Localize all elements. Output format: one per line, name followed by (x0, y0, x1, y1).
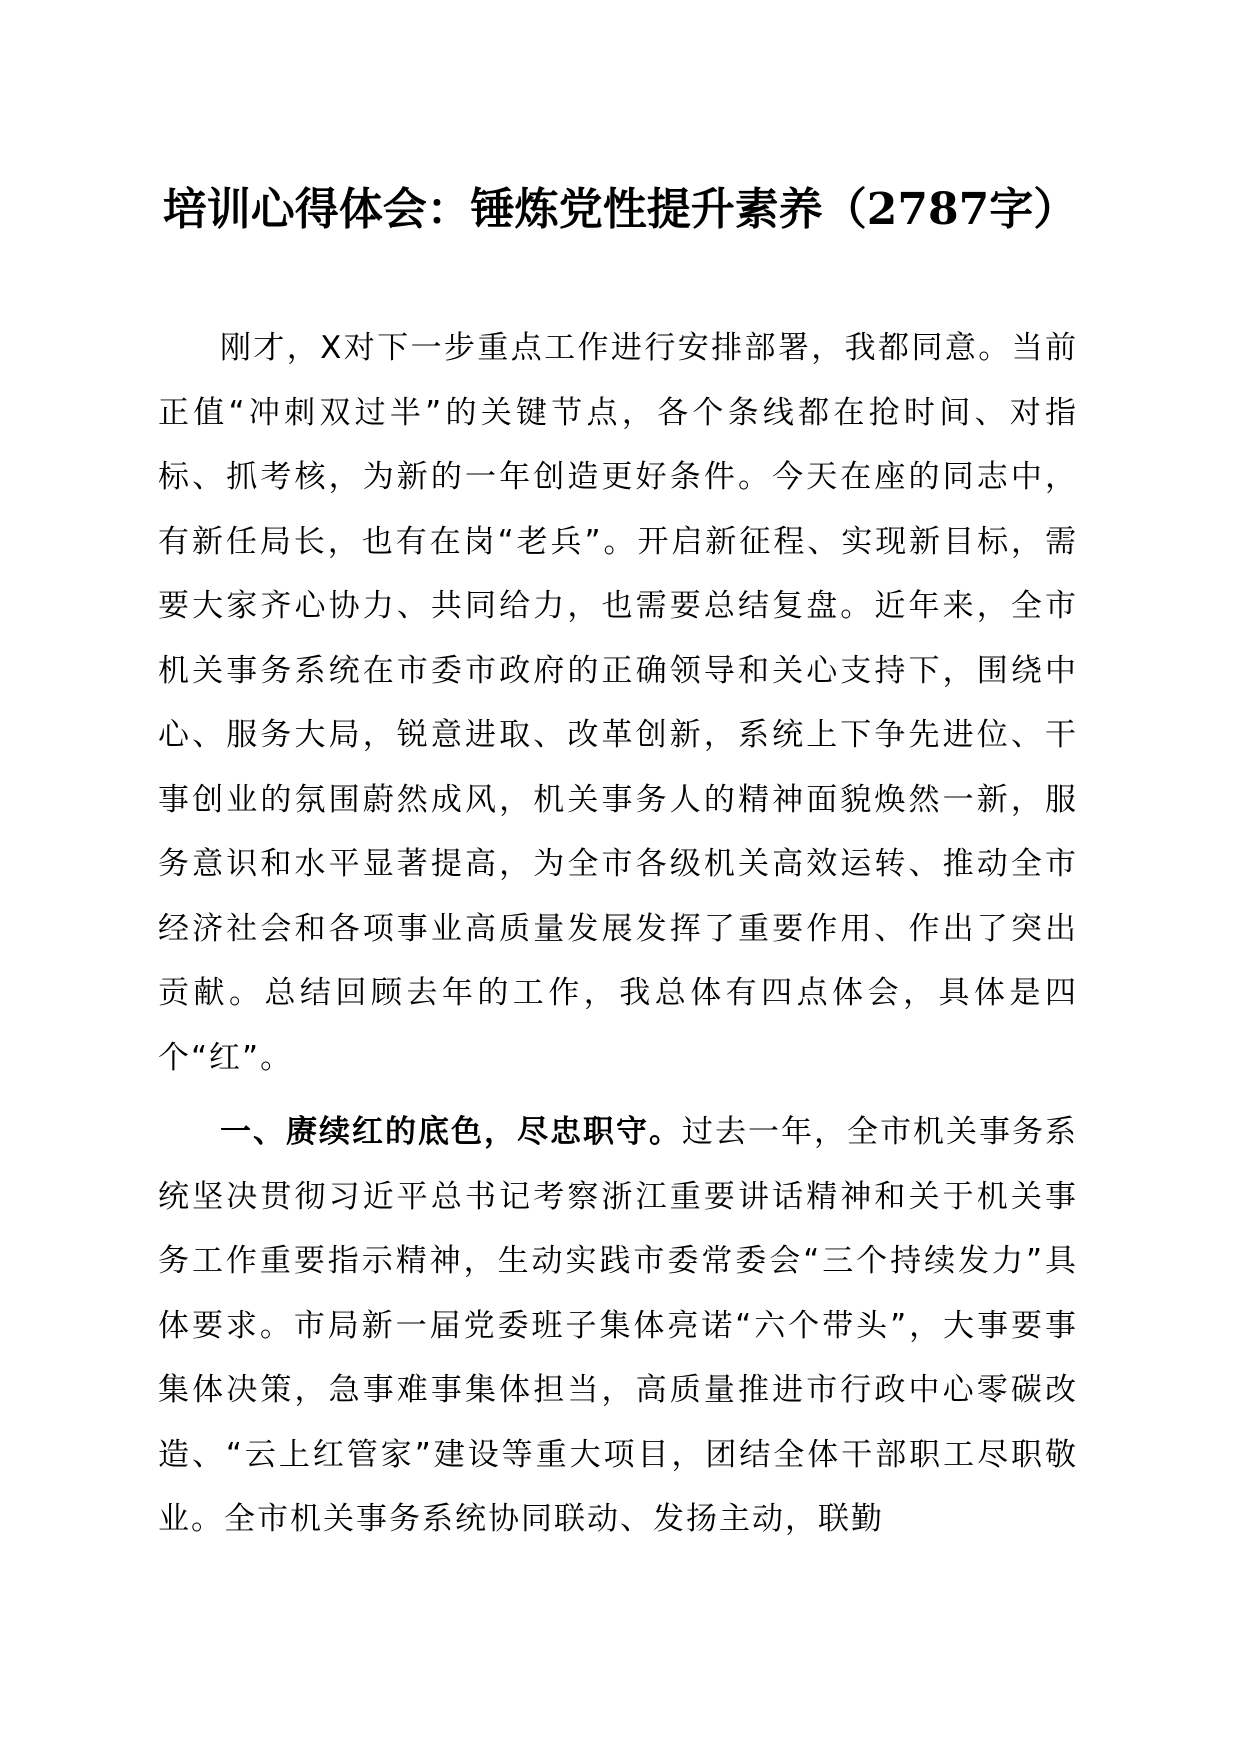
section-body: 过去一年，全市机关事务系统坚决贯彻习近平总书记考察浙江重要讲话精神和关于机关事务工作重要指示精神，生动实践市委常委会“三个持续发力”具体要求。市局新一届党委班子集体亮诺“六个带头”，大事要事集体决策，急事难事集体担当，高质量推进市行政中心零碳改造、“云上红管家”建设等重大项目，团结全体干部职工尽职敬业。全市机关事务系统协同联动、发扬主动，联勤 (158, 1114, 1078, 1537)
paragraph-section-one (158, 1100, 1078, 1552)
document-title: 培训心得体会：锤炼党性提升素养（2787字） (162, 184, 1078, 235)
paragraph-intro: 刚才，X对下一步重点工作进行安排部署，我都同意。当前正值“冲刺双过半”的关键节点，各个条线都在抢时间、对指标、抓考核，为新的一年创造更好条件。今天在座的同志中，有新任局长，也有在岗“老兵”。开启新征程、实现新目标，需要大家齐心协力、共同给力，也需要总结复盘。近年来，全市机关事务系统在市委市政府的正确领导和关心支持下，围绕中心、服务大局，锐意进取、改革创新，系统上下争先进位、干事创业的氛围蔚然成风，机关事务人的精神面貌焕然一新，服务意识和水平显著提高，为全市各级机关高效运转、推动全市经济社会和各项事业高质量发展发挥了重要作用、作出了突出贡献。总结回顾去年的工作，我总体有四点体会，具体是四个“红”。 (158, 330, 1078, 1076)
section-heading: 一、赓续红的底色，尽忠职守。 (220, 1114, 682, 1150)
